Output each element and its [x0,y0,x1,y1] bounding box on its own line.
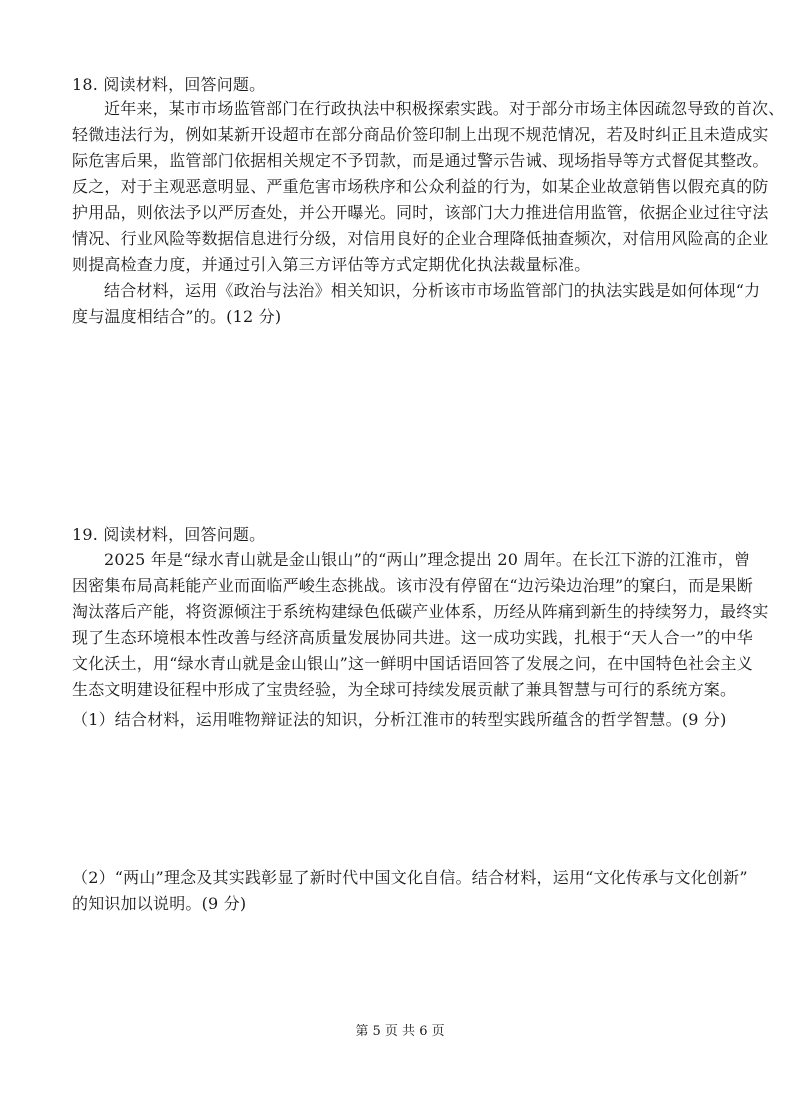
material-line: 则提高检查力度，并通过引入第三方评估等方式定期优化执法裁量标准。 [72,255,591,274]
material-line: 轻微违法行为，例如某新开设超市在部分商品价签印制上出现不规范情况，若及时纠正且未造成实 [72,125,769,144]
material-line: 际危害后果，监管部门依据相关规定不予罚款，而是通过警示告诫、现场指导等方式督促其整改。 [72,151,769,170]
material-line: 文化沃土，用“绿水青山就是金山银山”这一鲜明中国话语回答了发展之问，在中国特色社会主义 [72,654,753,673]
question-18-heading: 18. 阅读材料，回答问题。 [72,75,266,94]
material-line: 情况、行业风险等数据信息进行分级，对信用良好的企业合理降低抽查频次，对信用风险高的企业 [72,229,769,248]
question-prompt-line: 结合材料，运用《政治与法治》相关知识，分析该市市场监管部门的执法实践是如何体现“力 [104,281,761,300]
sub-question-2-line: 的知识加以说明。(9 分) [72,894,247,913]
material-line: 生态文明建设征程中形成了宝贵经验，为全球可持续发展贡献了兼具智慧与可行的系统方案。 [72,680,737,699]
material-line: 淘汰落后产能，将资源倾注于系统构建绿色低碳产业体系，历经从阵痛到新生的持续努力，最终实 [72,602,769,621]
material-line: 反之，对于主观恶意明显、严重危害市场秩序和公众利益的行为，如某企业故意销售以假充真的防 [72,177,769,196]
material-line: 近年来，某市市场监管部门在行政执法中积极探索实践。对于部分市场主体因疏忽导致的首次、 [104,99,785,118]
question-prompt-line: 度与温度相结合”的。(12 分) [72,307,282,326]
sub-question-1: （1）结合材料，运用唯物辩证法的知识，分析江淮市的转型实践所蕴含的哲学智慧。(9 分) [72,710,727,729]
material-line: 护用品，则依法予以严厉查处，并公开曝光。同时，该部门大力推进信用监管，依据企业过往守法 [72,203,769,222]
page-footer: 第 5 页 共 6 页 [355,1024,445,1039]
question-19-heading: 19. 阅读材料，回答问题。 [72,525,266,544]
sub-question-2-line: （2）“两山”理念及其实践彰显了新时代中国文化自信。结合材料，运用“文化传承与文化创新” [72,868,748,887]
material-line: 2025 年是“绿水青山就是金山银山”的“两山”理念提出 20 周年。在长江下游的江淮市，曾 [104,550,751,569]
material-line: 因密集布局高耗能产业而面临严峻生态挑战。该市没有停留在“边污染边治理”的窠臼，而是果断 [72,576,753,595]
material-line: 现了生态环境根本性改善与经济高质量发展协同共进。这一成功实践，扎根于“天人合一”的中华 [72,628,753,647]
